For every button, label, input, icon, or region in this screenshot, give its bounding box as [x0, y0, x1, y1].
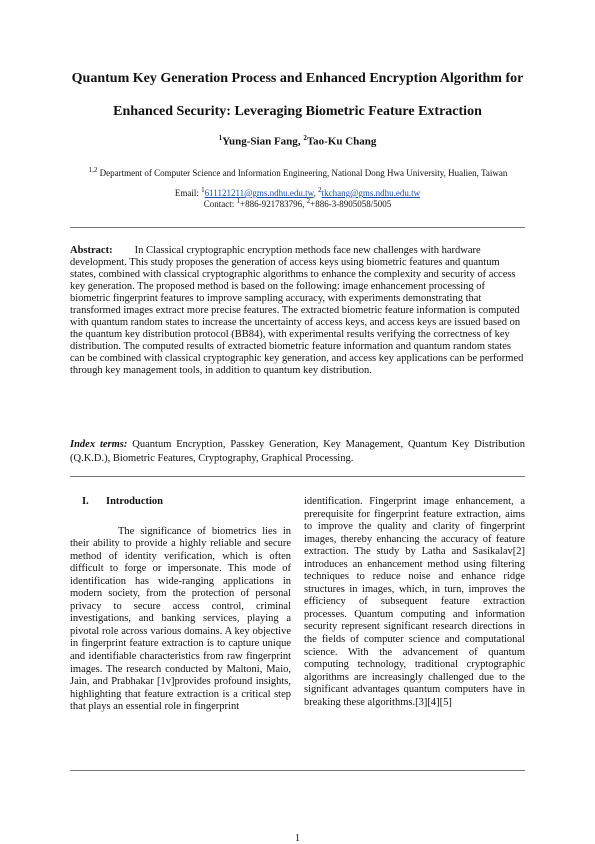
- index-terms-label: Index terms:: [70, 439, 128, 450]
- section-number: I.: [82, 496, 89, 507]
- email-1-marker: 1: [201, 186, 205, 194]
- paper-title-line-1: Quantum Key Generation Process and Enhanced Encryption Algorithm for: [71, 71, 524, 86]
- right-column: [304, 496, 525, 709]
- footer-divider: [70, 770, 525, 771]
- header-divider: [70, 227, 525, 228]
- contact-1-marker: 1: [236, 197, 241, 205]
- contact-line: [40, 197, 555, 209]
- author-separator: ,: [297, 135, 304, 148]
- section-title: Introduction: [106, 496, 163, 507]
- affiliation: [78, 165, 518, 179]
- introduction-paragraph: The significance of biometrics lies in their ability to provide a highly reliable and secure method of identity verification, which is often difficult to forge or impersonate. This mode of identification has wide-ranging applications in modern society, from the protection of personal privacy to secure access control, criminal investigations, and banking services, playing a pivotal role across various domains. A key objective in fingerprint feature extraction is to capture unique and identifiable characteristics from raw fingerprint images. The research conducted by Maltoni, Maio, Jain, and Prabhakar [1v]provides profound insights, highlighting that feature extraction is a critical step that plays an essential role in fingerprint: [70, 525, 291, 713]
- email-label: Email:: [174, 188, 202, 198]
- contact-label: Contact:: [203, 199, 237, 209]
- contact-phone-2: +886-3-8905058/5005: [310, 199, 392, 209]
- author-1-name: Yung-Sian Fang: [222, 135, 298, 148]
- author-2-marker: 2: [303, 134, 307, 142]
- abstract-divider: [70, 476, 525, 477]
- email-2-marker: 2: [318, 186, 322, 194]
- introduction-paragraph-continued: identification. Fingerprint image enhancement, a prerequisite for fingerprint feature extraction, aims to improve the quality and clarity of fingerprint images, thereby enhancing the accuracy of feature extraction. The study by Latha and Sasikalav[2] introduces an enhancement method using filtering techniques to reduce noise and enhance ridge structures in images, which, in turn, improves the efficiency of subsequent feature extraction processes. Quantum computing and information security represent significant research directions in the fields of computer science and computational science. With the advancement of quantum computing technology, traditional cryptographic algorithms are increasingly challenged due to the significant advantages quantum computers have in breaking these algorithms.[3][4][5]: [304, 496, 525, 708]
- contact-phone-1: +886-921783796: [240, 199, 303, 209]
- paper-title-line-2: Enhanced Security: Leveraging Biometric Feature Extraction: [113, 104, 482, 119]
- abstract-label: Abstract:: [70, 245, 113, 256]
- author-1-marker: 1: [218, 134, 223, 142]
- affiliation-marker: 1,2: [88, 166, 98, 174]
- contact-separator: ,: [302, 199, 307, 209]
- section-heading: [70, 496, 291, 509]
- email-link-2[interactable]: tkchang@gms.ndhu.edu.tw: [321, 188, 421, 198]
- index-terms: [70, 438, 525, 465]
- abstract: [70, 245, 525, 377]
- left-column: [70, 496, 291, 714]
- page-number: 1: [295, 833, 300, 844]
- email-separator: ,: [313, 188, 319, 198]
- contact-2-marker: 2: [306, 197, 311, 205]
- author-list: [40, 134, 555, 148]
- abstract-text: In Classical cryptographic encryption methods face new challenges with hardware development. This study proposes the generation of access keys using biometric features and quantum states, combined with classical cryptographic algorithms to enhance the complexity and security of access key generation. The proposed method is based on the following: image enhancement processing of biometric fingerprint features to improve sampling accuracy, with experiments demonstrating that transformed images extract more precise features. The extracted biometric feature information is computed with quantum random states to increase the uncertainty of access keys, and access keys are issued based on the quantum key distribution protocol (BB84), with experimental results verifying the correctness of key distribution. The computed results of extracted biometric feature information and quantum random states can be combined with classical cryptographic key generation, and access key applications can be performed through key management tools, in addition to quantum key distribution.: [70, 245, 524, 376]
- affiliation-text: Department of Computer Science and Information Engineering, National Dong Hwa University, Hualien, Taiwan: [99, 168, 508, 178]
- author-2-name: Tao-Ku Chang: [306, 135, 377, 148]
- email-link-1[interactable]: 611121211@gms.ndhu.edu.tw: [204, 188, 314, 198]
- index-terms-text: Quantum Encryption, Passkey Generation, Key Management, Quantum Key Distribution (Q.K.D.), Biometric Features, Cryptography, Graphical Processing.: [70, 439, 526, 464]
